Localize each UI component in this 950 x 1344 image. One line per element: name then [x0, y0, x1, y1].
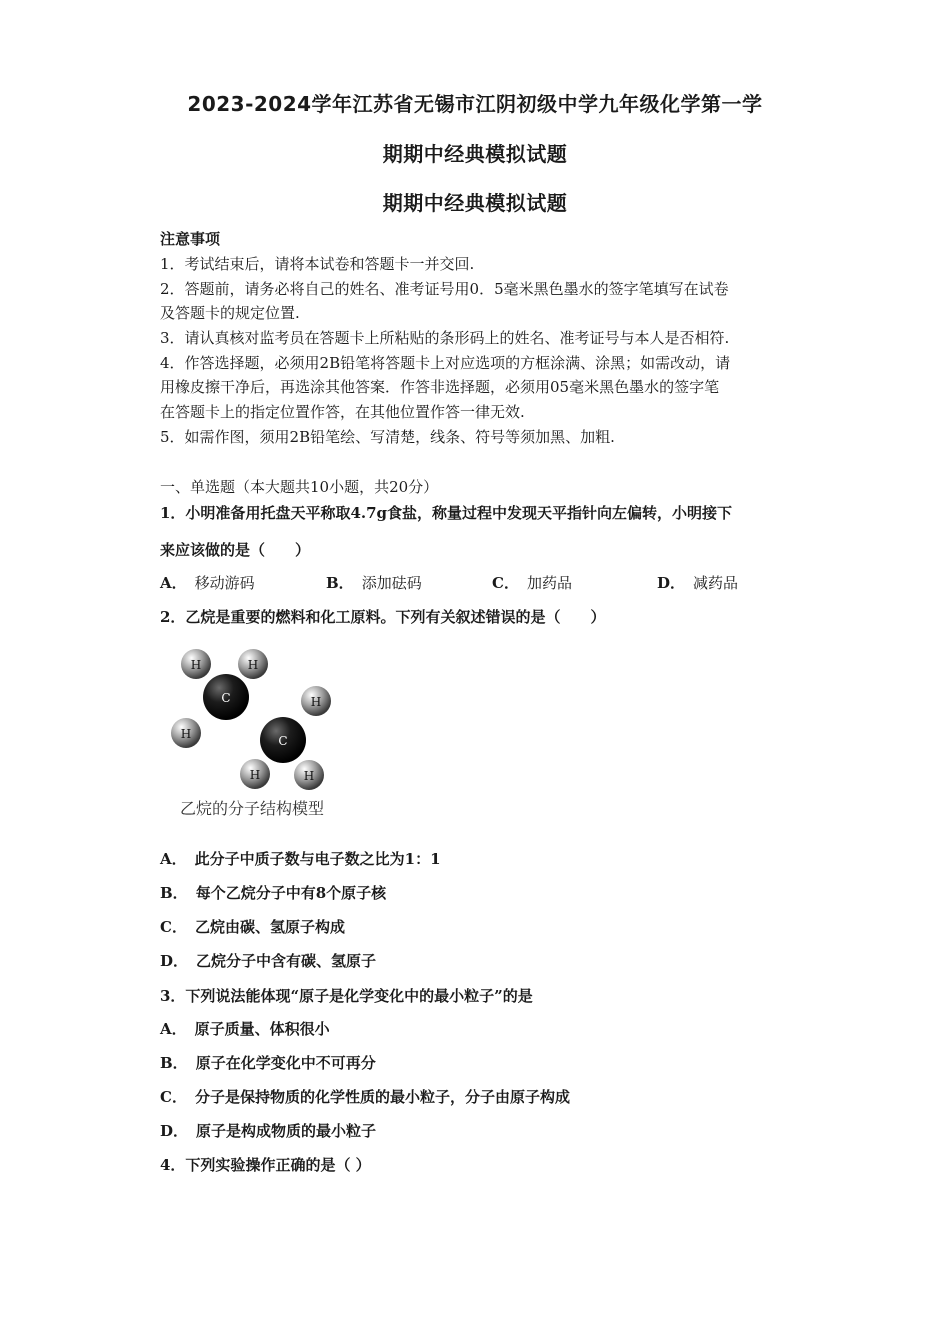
carbon-atom [203, 674, 249, 720]
q2-option-b [160, 882, 386, 903]
option-text: 分子是保持物质的化学性质的最小粒子，分子由原子构成 [194, 1088, 570, 1106]
page-subtitle: 期期中经典模拟试题 [382, 142, 568, 166]
q3-option-a [160, 1018, 330, 1039]
option-text: 乙烷分子中含有碳、氢原子 [196, 952, 377, 970]
option-label: A． [160, 1020, 187, 1038]
option-label: C． [160, 1088, 187, 1106]
notice-heading: 注意事项 [160, 230, 221, 248]
page-title: 2023-2024学年江苏省无锡市江阴初级中学九年级化学第一学 [187, 92, 763, 116]
option-text: 乙烷由碳、氢原子构成 [194, 918, 345, 936]
option-label: B． [160, 884, 188, 902]
q1-option-c [492, 572, 572, 593]
option-text: 移动游码 [194, 574, 255, 592]
question-1-stem: 1．小明准备用托盘天平称取4.7g食盐，称量过程中发现天平指针向左偏转，小明接下 [160, 504, 733, 522]
question-4-stem: 4．下列实验操作正确的是（ ） [160, 1156, 371, 1174]
option-text: 每个乙烷分子中有8个原子核 [195, 884, 387, 902]
hydrogen-atom [181, 649, 211, 679]
section-heading: 一、单选题（本大题共10小题，共20分） [160, 478, 439, 496]
svg-text:H: H [303, 769, 315, 783]
page-subtitle-repeat: 期期中经典模拟试题 [382, 191, 568, 215]
option-text: 此分子中质子数与电子数之比为1：1 [194, 850, 441, 868]
hydrogen-atom [240, 759, 270, 789]
option-label: D． [160, 1122, 189, 1140]
notice-line: 在答题卡上的指定位置作答，在其他位置作答一律无效. [160, 403, 525, 421]
hydrogen-atom [294, 760, 324, 790]
svg-text:C: C [221, 691, 231, 705]
option-text: 原子是构成物质的最小粒子 [196, 1122, 377, 1140]
hydrogen-atom [171, 718, 201, 748]
option-text: 原子在化学变化中不可再分 [195, 1054, 376, 1072]
question-3-stem: 3．下列说法能体现“原子是化学变化中的最小粒子”的是 [160, 987, 533, 1005]
option-label: D． [160, 952, 189, 970]
option-label: B． [326, 574, 354, 592]
option-label: B． [160, 1054, 188, 1072]
notice-line: 3．请认真核对监考员在答题卡上所粘贴的条形码上的姓名、准考证号与本人是否相符. [160, 329, 730, 347]
carbon-atom [260, 717, 306, 763]
option-label: A． [160, 574, 187, 592]
question-1-stem-cont: 来应该做的是（ ） [160, 541, 311, 559]
notice-line: 4．作答选择题，必须用2B铅笔将答题卡上对应选项的方框涂满、涂黑；如需改动，请 [160, 354, 731, 372]
q1-option-a [160, 572, 255, 593]
figure-caption: 乙烷的分子结构模型 [180, 799, 325, 818]
option-text: 添加砝码 [361, 574, 422, 592]
svg-text:H: H [310, 695, 322, 709]
notice-line: 及答题卡的规定位置. [160, 304, 300, 322]
svg-text:H: H [190, 658, 202, 672]
hydrogen-atom [301, 686, 331, 716]
hydrogen-atom [238, 649, 268, 679]
q2-option-d [160, 950, 376, 971]
svg-text:C: C [278, 734, 288, 748]
notice-line: 2．答题前，请务必将自己的姓名、准考证号用0．5毫米黑色墨水的签字笔填写在试卷 [160, 280, 729, 298]
q3-option-b [160, 1052, 376, 1073]
option-label: A． [160, 850, 187, 868]
option-label: D． [657, 574, 686, 592]
ethane-molecule-model [163, 638, 363, 798]
q1-option-b [326, 572, 422, 593]
option-label: C． [160, 918, 187, 936]
option-text: 原子质量、体积很小 [194, 1020, 330, 1038]
svg-text:H: H [180, 727, 192, 741]
svg-text:H: H [249, 768, 261, 782]
svg-text:H: H [247, 658, 259, 672]
option-text: 加药品 [526, 574, 572, 592]
q2-option-c [160, 916, 345, 937]
notice-line: 5．如需作图，须用2B铅笔绘、写清楚，线条、符号等须加黑、加粗. [160, 428, 615, 446]
notice-line: 用橡皮擦干净后，再选涂其他答案．作答非选择题，必须用05毫米黑色墨水的签字笔 [160, 378, 720, 396]
question-2-stem: 2．乙烷是重要的燃料和化工原料。下列有关叙述错误的是（ ） [160, 608, 606, 626]
option-label: C． [492, 574, 519, 592]
q2-option-a [160, 848, 441, 869]
q3-option-c [160, 1086, 570, 1107]
q3-option-d [160, 1120, 376, 1141]
q1-option-d [657, 572, 738, 593]
notice-line: 1．考试结束后，请将本试卷和答题卡一并交回. [160, 255, 475, 273]
option-text: 减药品 [693, 574, 739, 592]
